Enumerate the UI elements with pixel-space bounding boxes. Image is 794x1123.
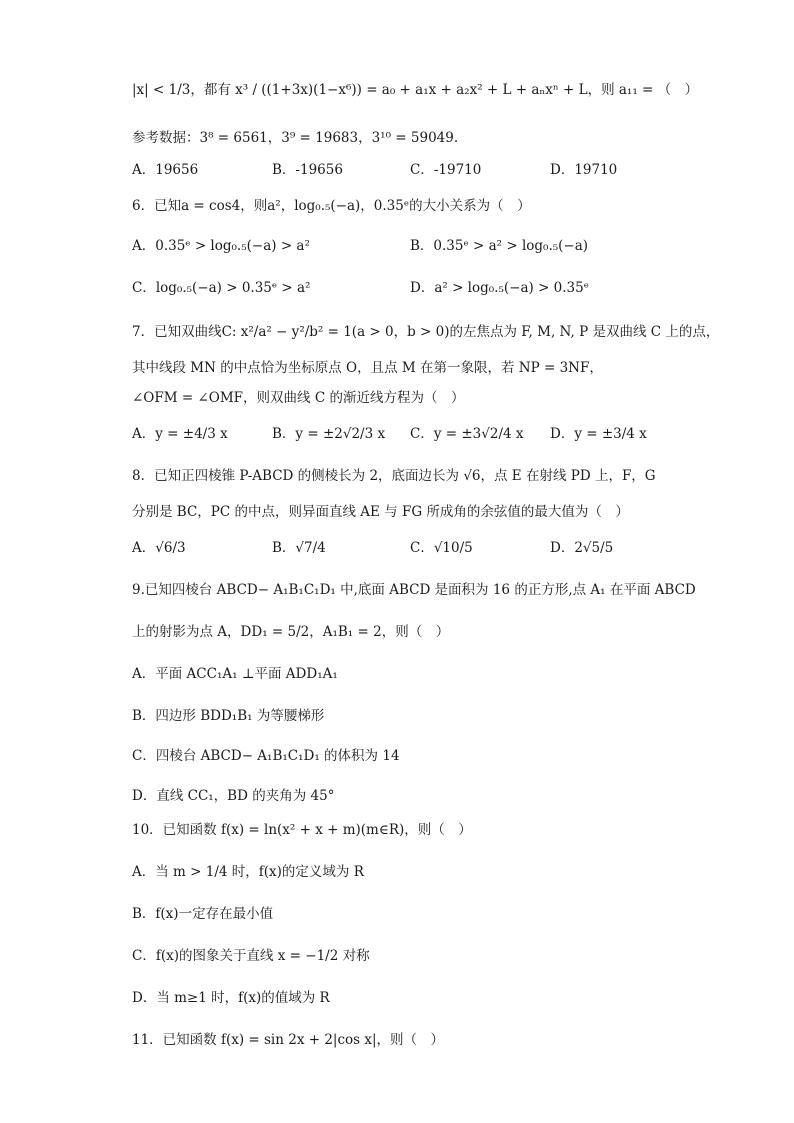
q6-option-d: D．a² > log₀.₅(−a) > 0.35ᵉ — [410, 280, 589, 296]
q9-option-d: D．直线 CC₁，BD 的夹角为 45° — [132, 788, 335, 804]
q5-option-a: A．19656 — [132, 162, 199, 178]
q7-stem-line-3: ∠OFM = ∠OMF，则双曲线 C 的渐近线方程为（ ） — [132, 390, 465, 406]
q10-option-a: A．当 m > 1/4 时，f(x)的定义域为 R — [132, 864, 364, 880]
q7-option-c: C．y = ±3√2/4 x — [410, 426, 524, 442]
q9-option-b: B．四边形 BDD₁B₁ 为等腰梯形 — [132, 708, 325, 724]
q7-option-d: D．y = ±3/4 x — [550, 426, 647, 442]
q9-stem-line-2: 上的射影为点 A，DD₁ = 5/2，A₁B₁ = 2，则（ ） — [132, 624, 450, 640]
q7-option-a: A．y = ±4/3 x — [132, 426, 228, 442]
q7-option-b: B．y = ±2√2/3 x — [272, 426, 386, 442]
q10-option-d: D．当 m≥1 时，f(x)的值域为 R — [132, 990, 330, 1006]
q10-option-c: C．f(x)的图象关于直线 x = −1/2 对称 — [132, 948, 370, 964]
q8-option-c: C．√10/5 — [410, 540, 473, 556]
q7-stem-line-1: 7．已知双曲线C: x²/a² − y²/b² = 1(a > 0，b > 0)的左焦点为 F, M, N, P 是双曲线 C 上的点， — [132, 324, 720, 340]
q8-stem-line-1: 8．已知正四棱锥 P-ABCD 的侧棱长为 2，底面边长为 √6，点 E 在射线 PD 上，F，G — [132, 468, 656, 484]
q8-option-a: A．√6/3 — [132, 540, 186, 556]
q5-stem-line: |x| < 1/3，都有 x³ / ((1+3x)(1−x⁶)) = a₀ + a₁x + a₂x² + L + aₙxⁿ + L，则 a₁₁ = （ ） — [132, 82, 699, 98]
q5-option-c: C．-19710 — [410, 162, 482, 178]
q8-option-d: D．2√5/5 — [550, 540, 614, 556]
q5-option-b: B．-19656 — [272, 162, 343, 178]
q9-option-a: A．平面 ACC₁A₁ ⊥平面 ADD₁A₁ — [132, 666, 338, 682]
q10-stem: 10．已知函数 f(x) = ln(x² + x + m)(m∈R)，则（ ） — [132, 822, 472, 838]
q7-stem-line-2: 其中线段 MN 的中点恰为坐标原点 O，且点 M 在第一象限，若 NP = 3NF， — [132, 360, 603, 376]
q5-reference-data: 参考数据：3⁸ = 6561，3⁹ = 19683，3¹⁰ = 59049. — [132, 130, 459, 146]
q6-option-b: B．0.35ᵉ > a² > log₀.₅(−a) — [410, 238, 589, 254]
q10-option-b: B．f(x)一定存在最小值 — [132, 906, 274, 922]
q6-option-a: A．0.35ᵉ > log₀.₅(−a) > a² — [132, 238, 310, 254]
q11-stem: 11．已知函数 f(x) = sin 2x + 2|cos x|，则（ ） — [132, 1032, 445, 1048]
q6-option-c: C．log₀.₅(−a) > 0.35ᵉ > a² — [132, 280, 311, 296]
q8-stem-line-2: 分别是 BC，PC 的中点，则异面直线 AE 与 FG 所成角的余弦值的最大值为（ ） — [132, 504, 629, 520]
q6-stem: 6．已知a = cos4，则a²，log₀.₅(−a)，0.35ᵉ的大小关系为（ ） — [132, 198, 531, 214]
q9-stem-line-1: 9.已知四棱台 ABCD− A₁B₁C₁D₁ 中,底面 ABCD 是面积为 16 的正方形,点 A₁ 在平面 ABCD — [132, 582, 696, 598]
q9-option-c: C．四棱台 ABCD− A₁B₁C₁D₁ 的体积为 14 — [132, 748, 400, 764]
q8-option-b: B．√7/4 — [272, 540, 326, 556]
q5-option-d: D．19710 — [550, 162, 618, 178]
